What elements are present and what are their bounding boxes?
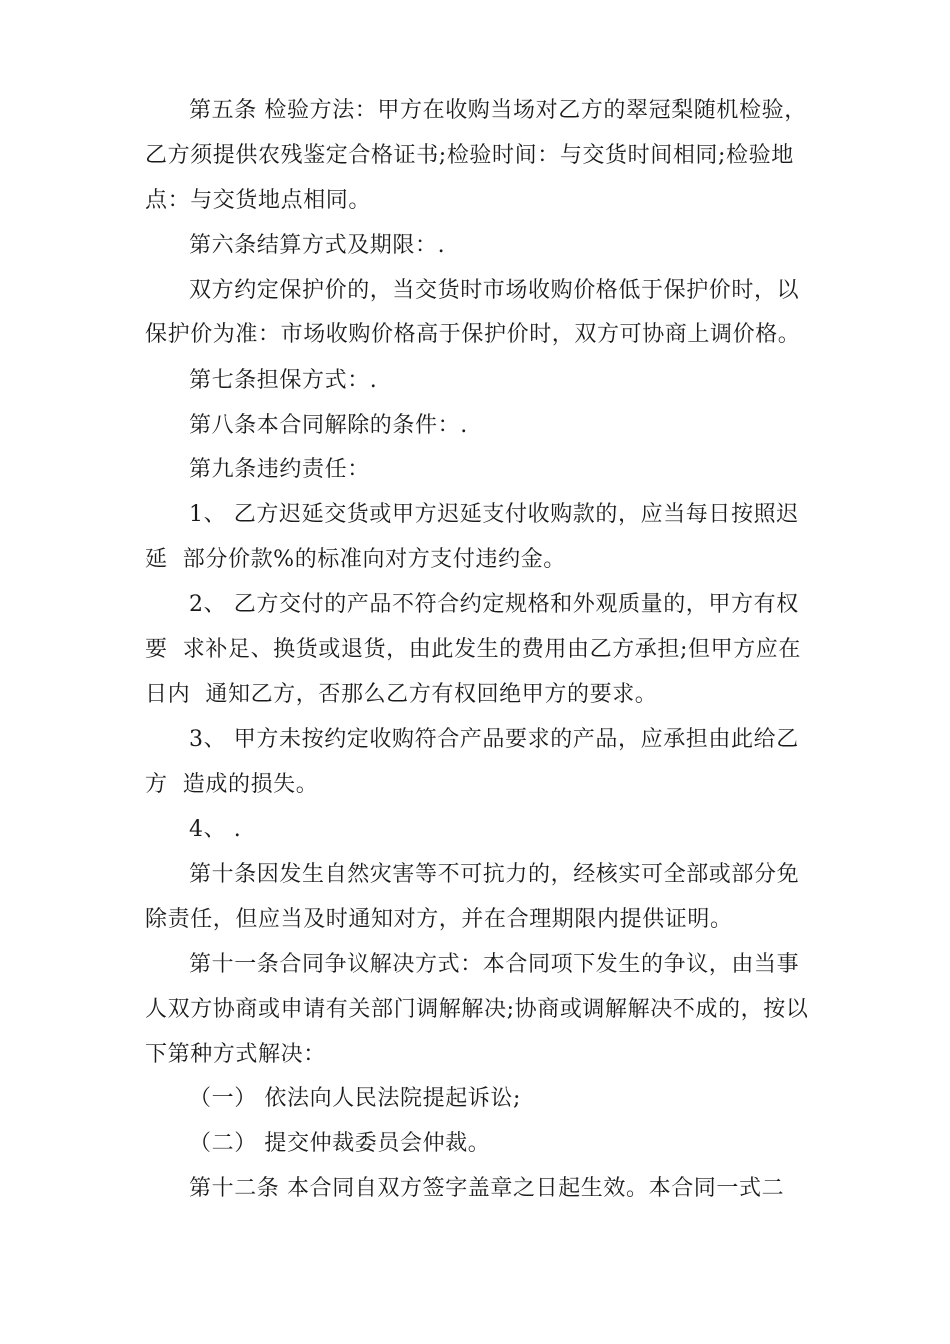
article-10-line-1: 第十条因发生自然灾害等不可抗力的，经核实可全部或部分免 bbox=[189, 862, 800, 887]
article-6-heading: 第六条结算方式及期限：. bbox=[189, 233, 446, 258]
article-9-heading: 第九条违约责任： bbox=[189, 457, 370, 482]
article-5-line-3: 点：与交货地点相同。 bbox=[145, 188, 372, 213]
article-6-line-2: 保护价为准：市场收购价格高于保护价时，双方可协商上调价格。 bbox=[145, 322, 801, 347]
article-9-item-2-line-1: 2、 乙方交付的产品不符合约定规格和外观质量的，甲方有权 bbox=[189, 592, 799, 617]
article-9-item-2-line-2: 要 求补足、换货或退货，由此发生的费用由乙方承担;但甲方应在 bbox=[145, 637, 802, 662]
article-7-heading: 第七条担保方式：. bbox=[189, 368, 378, 393]
article-9-item-1-line-1: 1、 乙方迟延交货或甲方迟延支付收购款的，应当每日按照迟 bbox=[189, 502, 799, 527]
article-9-item-3-line-2: 方 造成的损失。 bbox=[145, 772, 319, 797]
article-5-line-1: 第五条 检验方法：甲方在收购当场对乙方的翠冠梨随机检验， bbox=[189, 98, 807, 123]
article-10-line-2: 除责任，但应当及时通知对方，并在合理期限内提供证明。 bbox=[145, 907, 733, 932]
article-12-line-1: 第十二条 本合同自双方签字盖章之日起生效。本合同一式二 bbox=[189, 1176, 785, 1201]
article-9-item-2-line-3: 日内 通知乙方，否那么乙方有权回绝甲方的要求。 bbox=[145, 682, 658, 707]
article-9-item-3-line-1: 3、 甲方未按约定收购符合产品要求的产品，应承担由此给乙 bbox=[189, 727, 799, 752]
article-11-line-3: 下第种方式解决： bbox=[145, 1042, 326, 1067]
article-9-item-4: 4、 . bbox=[189, 817, 242, 842]
article-11-line-1: 第十一条合同争议解决方式：本合同项下发生的争议，由当事 bbox=[189, 952, 800, 977]
article-5-line-2: 乙方须提供农残鉴定合格证书;检验时间：与交货时间相同;检验地 bbox=[145, 143, 794, 168]
article-11-option-2: （二） 提交仲裁委员会仲裁。 bbox=[189, 1131, 491, 1156]
article-11-line-2: 人双方协商或申请有关部门调解解决;协商或调解解决不成的，按以 bbox=[145, 997, 809, 1022]
article-9-item-1-line-2: 延 部分价款%的标准向对方支付违约金。 bbox=[145, 547, 566, 572]
article-8-heading: 第八条本合同解除的条件：. bbox=[189, 413, 468, 438]
article-6-line-1: 双方约定保护价的，当交货时市场收购价格低于保护价时，以 bbox=[189, 278, 800, 303]
article-11-option-1: （一） 依法向人民法院提起诉讼; bbox=[189, 1086, 522, 1111]
